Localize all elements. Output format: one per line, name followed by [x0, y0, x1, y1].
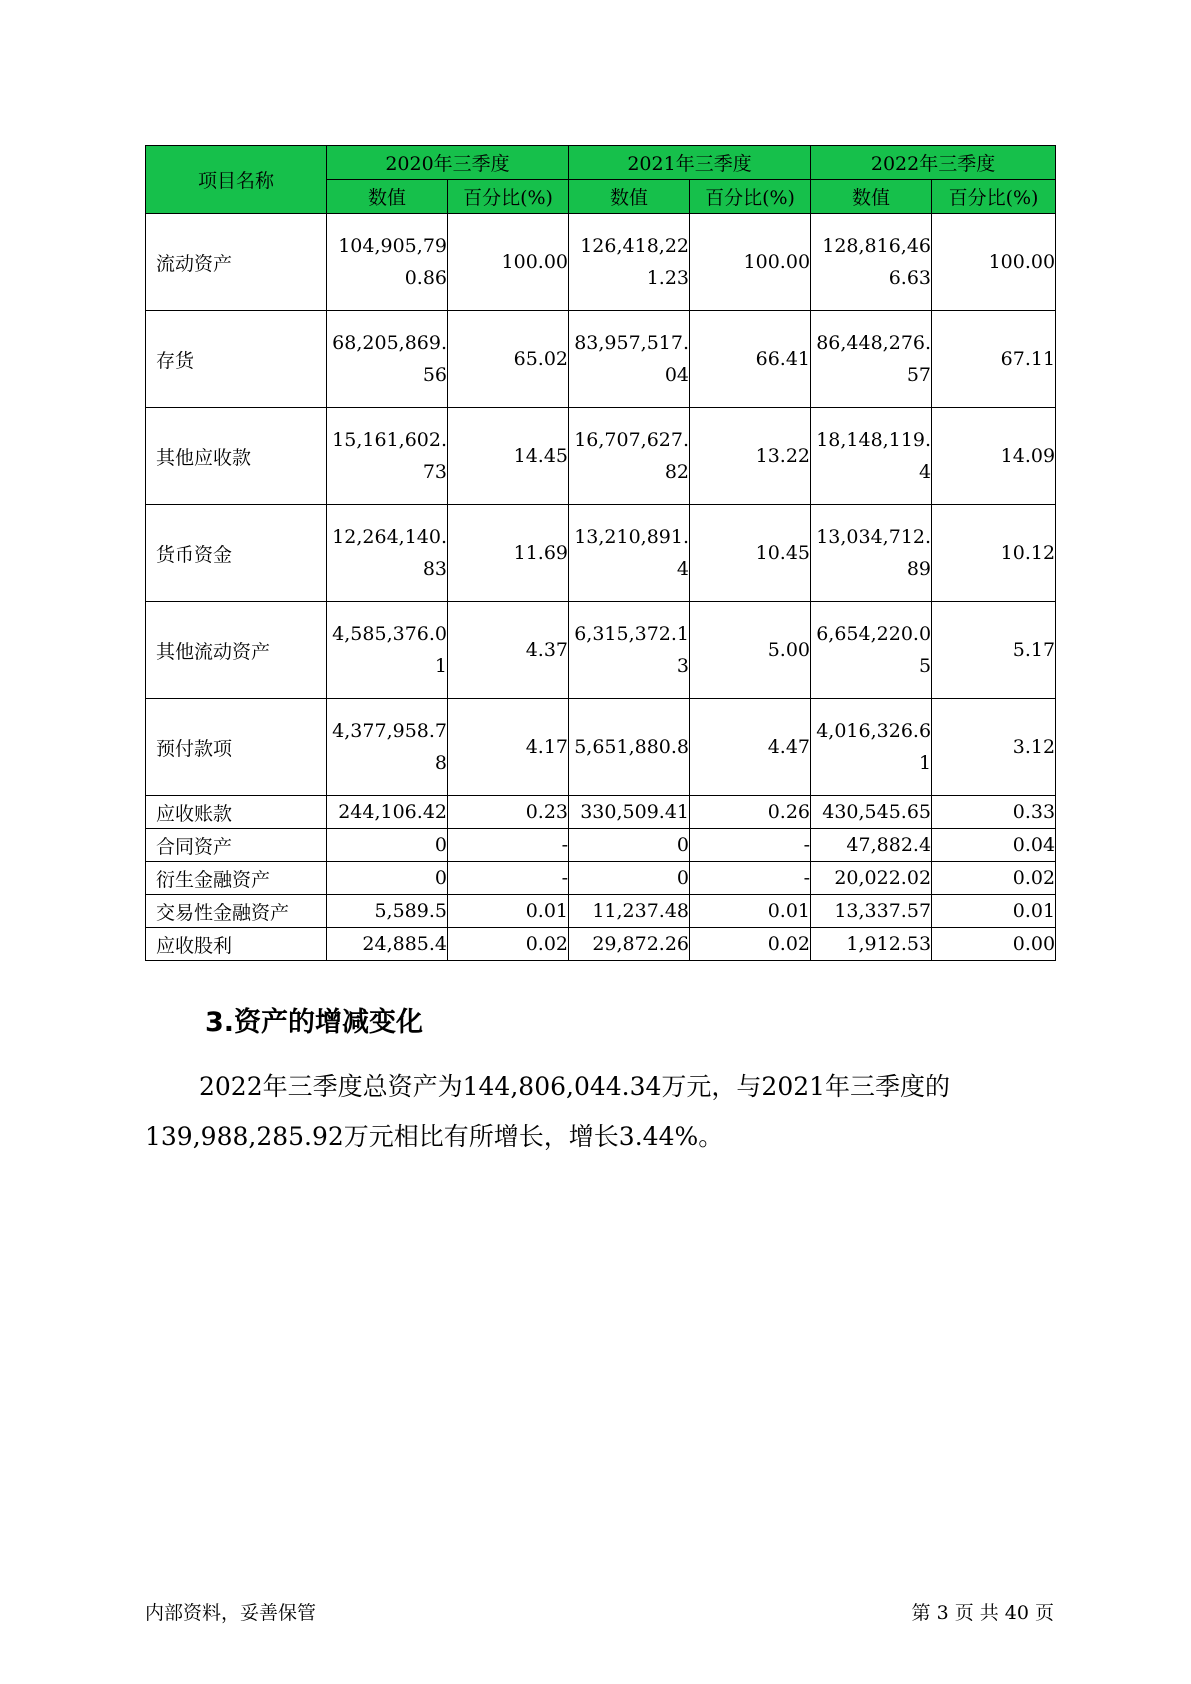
value-cell: 13,210,891.4	[569, 505, 690, 602]
value-cell: 86,448,276.57	[811, 311, 932, 408]
percent-cell: 11.69	[448, 505, 569, 602]
row-label: 交易性金融资产	[146, 895, 327, 928]
percent-cell: 66.41	[690, 311, 811, 408]
percent-cell: 0.01	[932, 895, 1056, 928]
value-cell: 0	[569, 829, 690, 862]
footer-confidential: 内部资料，妥善保管	[145, 1602, 317, 1624]
row-label: 合同资产	[146, 829, 327, 862]
percent-cell: 0.02	[448, 928, 569, 961]
percent-cell: 0.02	[690, 928, 811, 961]
current-assets-table	[145, 145, 1056, 961]
percent-cell: 100.00	[448, 214, 569, 311]
row-label: 其他流动资产	[146, 602, 327, 699]
row-label: 应收股利	[146, 928, 327, 961]
percent-cell: -	[448, 829, 569, 862]
value-cell: 16,707,627.82	[569, 408, 690, 505]
value-cell: 4,016,326.61	[811, 699, 932, 796]
value-cell: 430,545.65	[811, 796, 932, 829]
percent-cell: 13.22	[690, 408, 811, 505]
value-cell: 13,034,712.89	[811, 505, 932, 602]
table-row	[146, 862, 1056, 895]
table-row	[146, 829, 1056, 862]
percent-cell: 14.09	[932, 408, 1056, 505]
header-value: 数值	[811, 180, 932, 214]
table-row	[146, 505, 1056, 602]
section-heading: 3.资产的增减变化	[205, 1007, 424, 1038]
value-cell: 126,418,221.23	[569, 214, 690, 311]
value-cell: 18,148,119.4	[811, 408, 932, 505]
value-cell: 330,509.41	[569, 796, 690, 829]
percent-cell: 0.26	[690, 796, 811, 829]
percent-cell: 5.00	[690, 602, 811, 699]
percent-cell: 0.23	[448, 796, 569, 829]
header-item-name: 项目名称	[146, 146, 327, 214]
value-cell: 5,651,880.8	[569, 699, 690, 796]
value-cell: 4,377,958.78	[327, 699, 448, 796]
header-value: 数值	[327, 180, 448, 214]
percent-cell: 67.11	[932, 311, 1056, 408]
header-value: 数值	[569, 180, 690, 214]
value-cell: 0	[569, 862, 690, 895]
percent-cell: 0.01	[448, 895, 569, 928]
percent-cell: 10.45	[690, 505, 811, 602]
value-cell: 68,205,869.56	[327, 311, 448, 408]
row-label: 存货	[146, 311, 327, 408]
value-cell: 128,816,466.63	[811, 214, 932, 311]
percent-cell: 0.04	[932, 829, 1056, 862]
header-percent: 百分比(%)	[448, 180, 569, 214]
value-cell: 5,589.5	[327, 895, 448, 928]
table-row	[146, 311, 1056, 408]
value-cell: 4,585,376.01	[327, 602, 448, 699]
header-percent: 百分比(%)	[690, 180, 811, 214]
value-cell: 29,872.26	[569, 928, 690, 961]
footer-page-number: 第 3 页 共 40 页	[911, 1602, 1054, 1624]
table-row	[146, 699, 1056, 796]
percent-cell: 65.02	[448, 311, 569, 408]
value-cell: 12,264,140.83	[327, 505, 448, 602]
percent-cell: -	[690, 829, 811, 862]
percent-cell: 100.00	[932, 214, 1056, 311]
row-label: 其他应收款	[146, 408, 327, 505]
percent-cell: 0.00	[932, 928, 1056, 961]
percent-cell: 4.17	[448, 699, 569, 796]
value-cell: 15,161,602.73	[327, 408, 448, 505]
value-cell: 47,882.4	[811, 829, 932, 862]
row-label: 衍生金融资产	[146, 862, 327, 895]
header-year: 2022年三季度	[811, 146, 1056, 180]
percent-cell: 3.12	[932, 699, 1056, 796]
table-row	[146, 602, 1056, 699]
header-year: 2020年三季度	[327, 146, 569, 180]
table-row	[146, 895, 1056, 928]
row-label: 应收账款	[146, 796, 327, 829]
percent-cell: 100.00	[690, 214, 811, 311]
value-cell: 6,654,220.05	[811, 602, 932, 699]
table-row	[146, 214, 1056, 311]
value-cell: 11,237.48	[569, 895, 690, 928]
percent-cell: 4.37	[448, 602, 569, 699]
value-cell: 20,022.02	[811, 862, 932, 895]
row-label: 预付款项	[146, 699, 327, 796]
body-paragraph: 2022年三季度总资产为144,806,044.34万元，与2021年三季度的139,988,285.92万元相比有所增长，增长3.44%。	[145, 1072, 951, 1151]
percent-cell: 4.47	[690, 699, 811, 796]
table-row	[146, 408, 1056, 505]
value-cell: 6,315,372.13	[569, 602, 690, 699]
table-row	[146, 928, 1056, 961]
percent-cell: 5.17	[932, 602, 1056, 699]
header-percent: 百分比(%)	[932, 180, 1056, 214]
percent-cell: 14.45	[448, 408, 569, 505]
header-year: 2021年三季度	[569, 146, 811, 180]
table-row	[146, 796, 1056, 829]
value-cell: 104,905,790.86	[327, 214, 448, 311]
percent-cell: 0.02	[932, 862, 1056, 895]
value-cell: 24,885.4	[327, 928, 448, 961]
value-cell: 244,106.42	[327, 796, 448, 829]
value-cell: 13,337.57	[811, 895, 932, 928]
value-cell: 0	[327, 829, 448, 862]
value-cell: 83,957,517.04	[569, 311, 690, 408]
percent-cell: 10.12	[932, 505, 1056, 602]
value-cell: 0	[327, 862, 448, 895]
row-label: 流动资产	[146, 214, 327, 311]
percent-cell: 0.33	[932, 796, 1056, 829]
value-cell: 1,912.53	[811, 928, 932, 961]
percent-cell: 0.01	[690, 895, 811, 928]
row-label: 货币资金	[146, 505, 327, 602]
percent-cell: -	[690, 862, 811, 895]
percent-cell: -	[448, 862, 569, 895]
